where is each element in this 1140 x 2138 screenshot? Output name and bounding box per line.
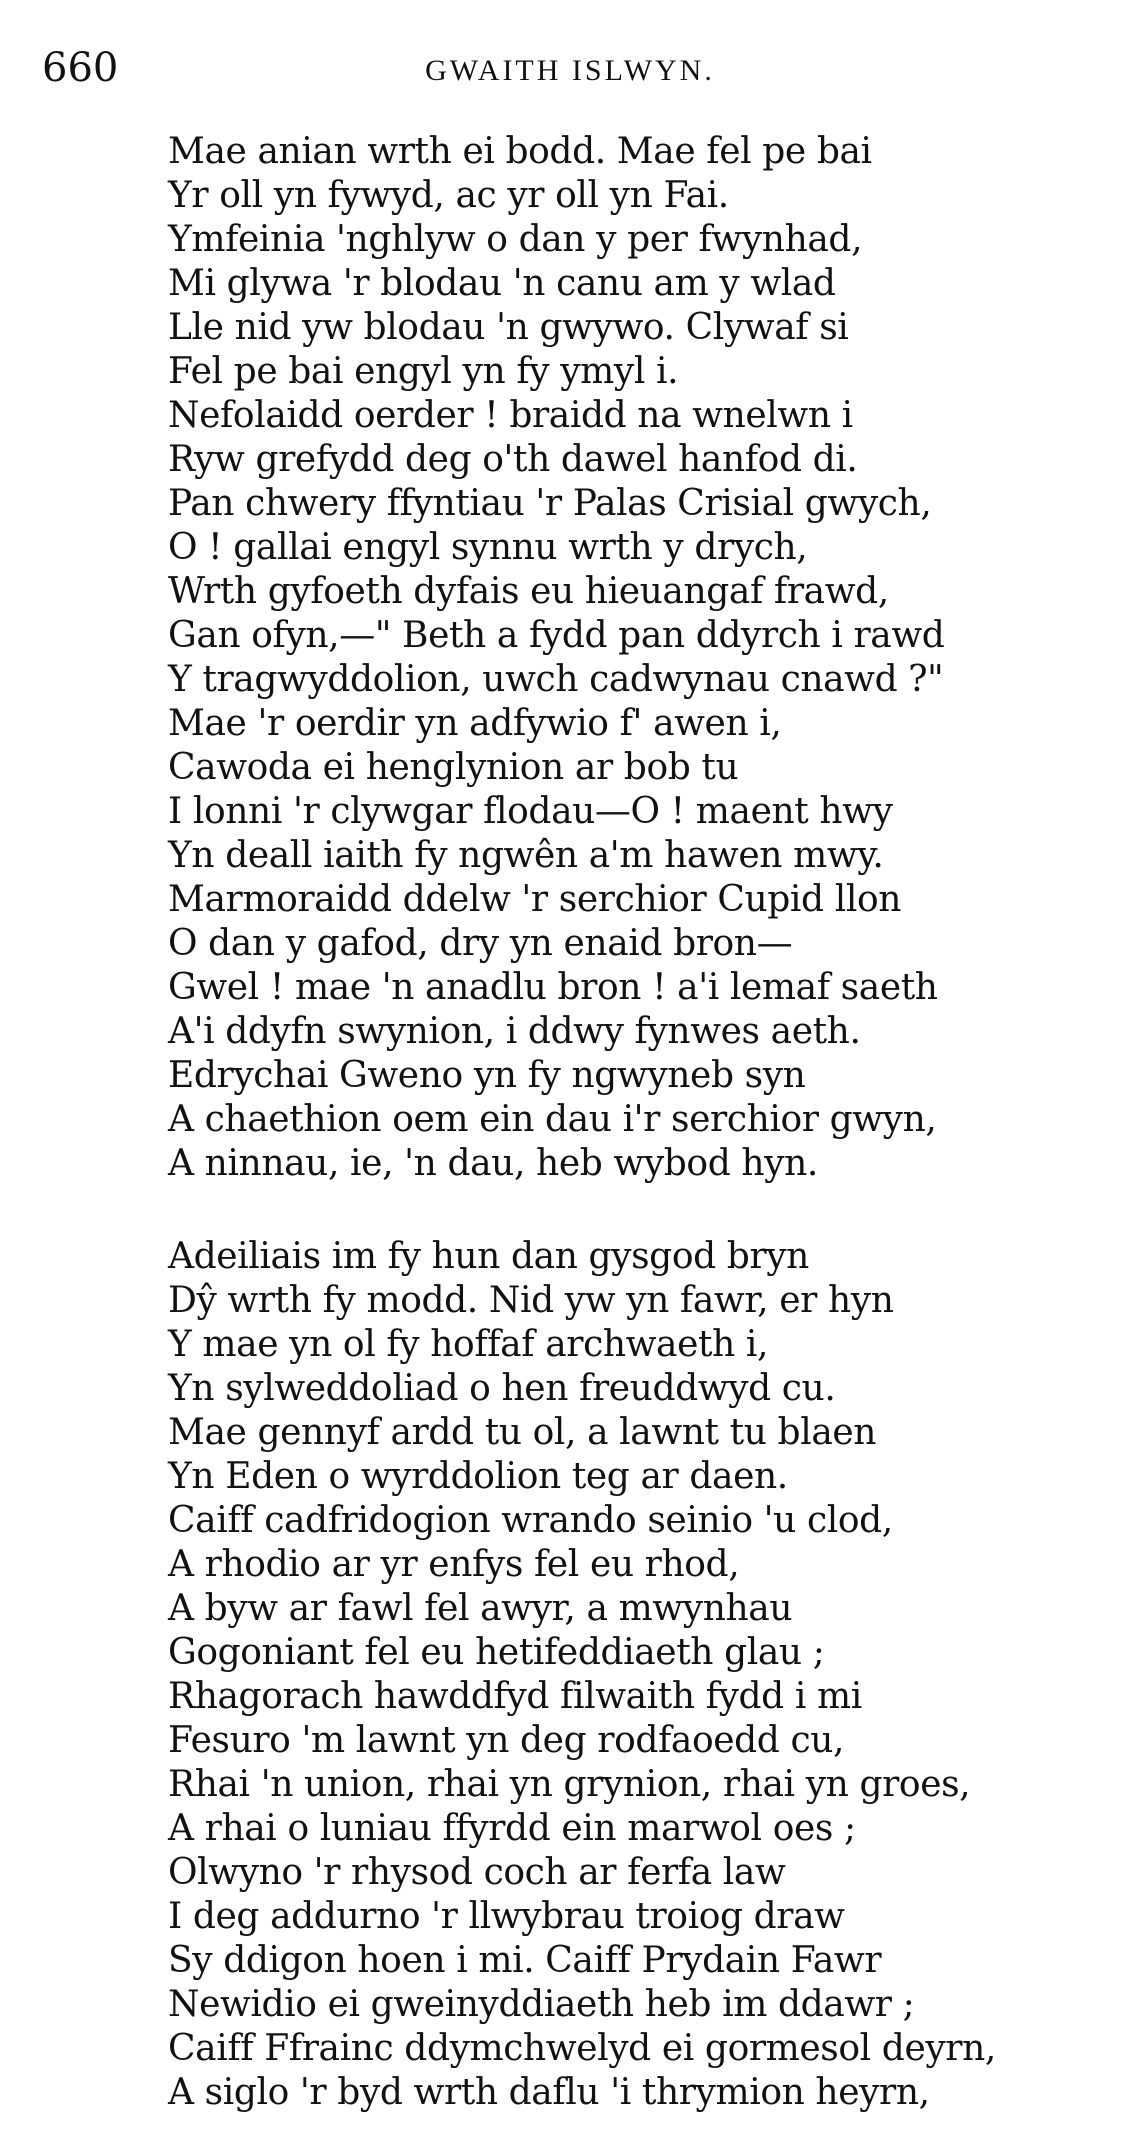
poem-line: Nefolaidd oerder ! braidd na wnelwn i (168, 395, 853, 436)
poem-line: O dan y gafod, dry yn enaid bron— (168, 923, 793, 964)
poem-line: Y tragwyddolion, uwch cadwynau cnawd ?" (168, 659, 944, 700)
poem-line: Caiff cadfridogion wrando seinio 'u clod, (168, 1500, 893, 1541)
poem-line: A chaethion oem ein dau i'r serchior gwyn, (168, 1099, 937, 1140)
poem-line: Yn deall iaith fy ngwên a'm hawen mwy. (168, 835, 884, 876)
poem-line: Yn sylweddoliad o hen freuddwyd cu. (168, 1368, 836, 1409)
poem-line: A byw ar fawl fel awyr, a mwynhau (168, 1588, 793, 1629)
poem-line: A rhai o luniau ffyrdd ein marwol oes ; (168, 1808, 856, 1849)
poem-line: O ! gallai engyl synnu wrth y drych, (168, 527, 808, 568)
poem-line: Rhai 'n union, rhai yn grynion, rhai yn groes, (168, 1764, 971, 1805)
page-number: 660 (42, 45, 119, 91)
poem-line: Fesuro 'm lawnt yn deg rodfaoedd cu, (168, 1720, 845, 1761)
poem-line: Marmoraidd ddelw 'r serchior Cupid llon (168, 879, 902, 920)
poem-line: Ryw grefydd deg o'th dawel hanfod di. (168, 439, 858, 480)
poem-line: Adeiliais im fy hun dan gysgod bryn (168, 1236, 809, 1277)
poem-line: A ninnau, ie, 'n dau, heb wybod hyn. (168, 1143, 818, 1184)
poem-line: Dŷ wrth fy modd. Nid yw yn fawr, er hyn (168, 1280, 894, 1321)
poem-line: Pan chwery ffyntiau 'r Palas Crisial gwych, (168, 483, 932, 524)
poem-line: Mae anian wrth ei bodd. Mae fel pe bai (168, 131, 872, 172)
poem-line: Lle nid yw blodau 'n gwywo. Clywaf si (168, 307, 849, 348)
poem-line: I lonni 'r clywgar flodau—O ! maent hwy (168, 791, 893, 832)
poem-line: Mae gennyf ardd tu ol, a lawnt tu blaen (168, 1412, 877, 1453)
stanza-2 (168, 1235, 996, 2115)
poem-line: Y mae yn ol fy hoffaf archwaeth i, (168, 1324, 769, 1365)
poem-line: Caiff Ffrainc ddymchwelyd ei gormesol deyrn, (168, 2028, 996, 2069)
poem-line: Cawoda ei henglynion ar bob tu (168, 747, 739, 788)
poem-line: Fel pe bai engyl yn fy ymyl i. (168, 351, 679, 392)
poem-line: I deg addurno 'r llwybrau troiog draw (168, 1896, 845, 1937)
poem-line: Gogoniant fel eu hetifeddiaeth glau ; (168, 1632, 825, 1673)
poem-line: Newidio ei gweinyddiaeth heb im ddawr ; (168, 1984, 915, 2025)
running-title: GWAITH ISLWYN. (425, 54, 715, 87)
poem-line: Rhagorach hawddfyd filwaith fydd i mi (168, 1676, 862, 1717)
poem-line: Ymfeinia 'nghlyw o dan y per fwynhad, (168, 219, 863, 260)
poem-line: Gan ofyn,—" Beth a fydd pan ddyrch i rawd (168, 615, 945, 656)
poem-line: Mae 'r oerdir yn adfywio f' awen i, (168, 703, 782, 744)
poem-line: Mi glywa 'r blodau 'n canu am y wlad (168, 263, 836, 304)
poem-line: A'i ddyfn swynion, i ddwy fynwes aeth. (168, 1011, 861, 1052)
poem-line: Edrychai Gweno yn fy ngwyneb syn (168, 1055, 806, 1096)
poem-line: A rhodio ar yr enfys fel eu rhod, (168, 1544, 740, 1585)
poem-line: A siglo 'r byd wrth daflu 'i thrymion heyrn, (168, 2072, 930, 2113)
poem-line: Gwel ! mae 'n anadlu bron ! a'i lemaf saeth (168, 967, 938, 1008)
poem-line: Yn Eden o wyrddolion teg ar daen. (168, 1456, 788, 1497)
poem-line: Wrth gyfoeth dyfais eu hieuangaf frawd, (168, 571, 889, 612)
stanza-1 (168, 130, 944, 1186)
poem-line: Olwyno 'r rhysod coch ar ferfa law (168, 1852, 786, 1893)
poem-line: Sy ddigon hoen i mi. Caiff Prydain Fawr (168, 1940, 882, 1981)
poem-line: Yr oll yn fywyd, ac yr oll yn Fai. (168, 175, 729, 216)
